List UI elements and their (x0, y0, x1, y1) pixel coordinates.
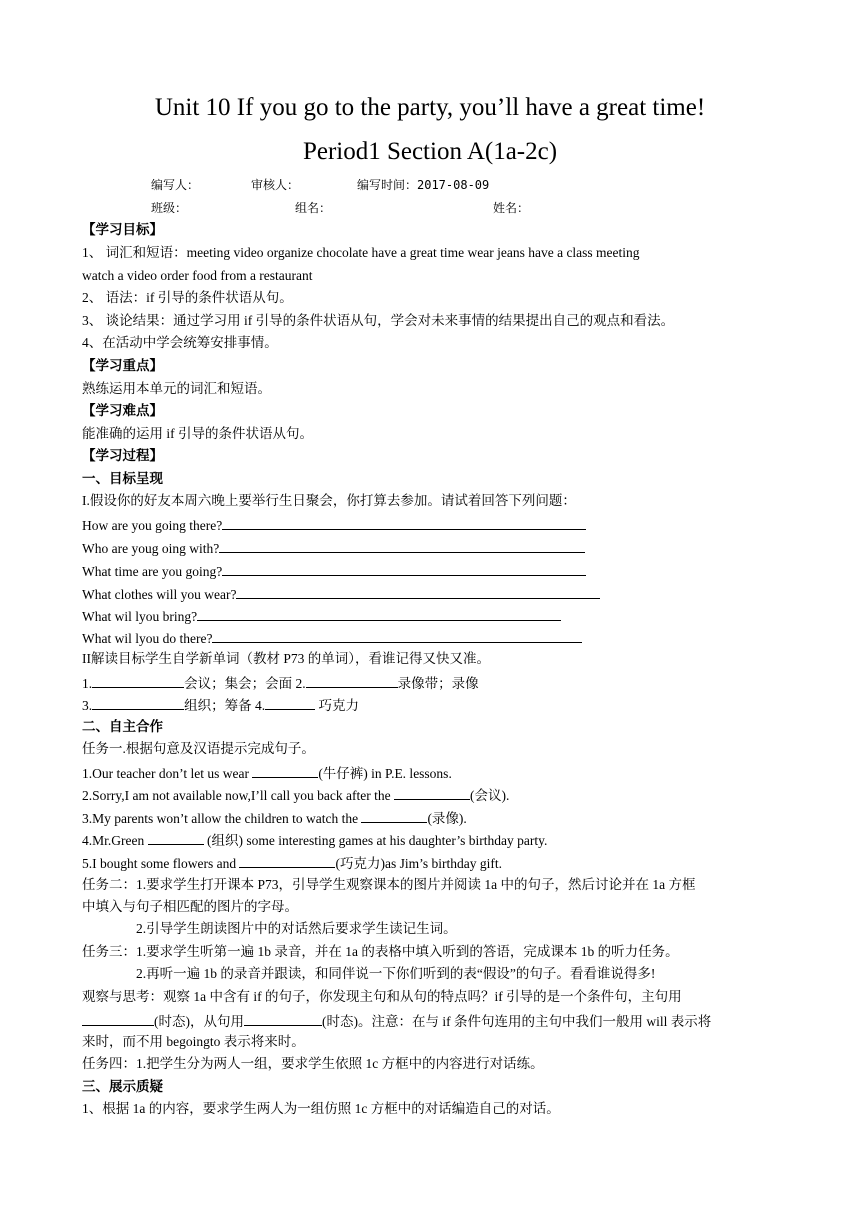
vocab-meaning: 录像带；录像 (397, 676, 479, 691)
task4-line: 任务四：1.把学生分为两人一组，要求学生依照 1c 方框中的内容进行对话练。 (82, 1056, 544, 1071)
vocab-blank[interactable] (306, 673, 398, 688)
vocab-blank[interactable] (265, 695, 315, 710)
observe-text: (时态)。注意：在与 if 条件句连用的主句中我们一般用 will 表示将 (322, 1014, 712, 1029)
question-text: What clothes will you wear? (82, 587, 237, 602)
vocab-meaning: 巧克力 (315, 698, 359, 713)
part1-intro: I.假设你的好友本周六晚上要举行生日聚会，你打算去参加。请试着回答下列问题： (82, 493, 576, 508)
difficulty-text: 能准确的运用 if 引导的条件状语从句。 (82, 426, 313, 441)
vocab-number: 3. (82, 698, 93, 713)
observe-line-3: 来时，而不用 begoingto 表示将来时。 (82, 1034, 305, 1049)
answer-blank[interactable] (212, 628, 582, 643)
sentence-text: (录像). (427, 811, 467, 826)
sentence-row (82, 763, 782, 783)
sentence-text: (牛仔裤) in P.E. lessons. (318, 766, 452, 781)
sentence-text: (组织) some interesting games at his daughter’s birthday party. (203, 833, 548, 848)
vocab-meaning: 组织；筹备 4. (184, 698, 266, 713)
objective-item-4: 4、在活动中学会统筹安排事情。 (82, 335, 278, 350)
sentence-text: (会议). (470, 788, 510, 803)
question-row (82, 584, 782, 604)
vocab-row-1 (82, 673, 782, 693)
document-subtitle: Period1 Section A(1a-2c) (302, 138, 558, 165)
process-heading: 【学习过程】 (82, 448, 163, 463)
show-line-1: 1、根据 1a 的内容，要求学生两人为一组仿照 1c 方框中的对话编造自己的对话。 (82, 1101, 560, 1116)
part1-heading: 一、目标呈现 (82, 471, 163, 486)
sentence-row (82, 785, 782, 805)
question-text: Who are youg oing with? (82, 541, 220, 556)
objective-item-1b: watch a video order food from a restaurant (82, 268, 313, 283)
question-row (82, 628, 782, 648)
vocab-meaning: 会议；集会；会面 2. (184, 676, 306, 691)
sentence-blank[interactable] (239, 853, 335, 868)
sentence-blank[interactable] (361, 808, 427, 823)
sentence-row (82, 853, 782, 873)
part2-heading: 二、自主合作 (82, 719, 163, 734)
objective-item-3: 3、 谈论结果：通过学习用 if 引导的条件状语从句，学会对未来事情的结果提出自己的观点和看法。 (82, 313, 675, 328)
vocab-blank[interactable] (92, 695, 184, 710)
objective-item-1a: 1、 词汇和短语：meeting video organize chocolate have a great time wear jeans have a class meeting (82, 245, 640, 260)
author-label: 编写人： (151, 178, 200, 192)
question-text: What time are you going? (82, 564, 223, 579)
sentence-row (82, 830, 782, 850)
group-label: 组名： (295, 201, 332, 215)
task2-line-2: 中填入与句子相匹配的图片的字母。 (82, 899, 298, 914)
name-label: 姓名： (493, 201, 530, 215)
question-row (82, 538, 782, 558)
sentence-text: 1.Our teacher don’t let us wear (82, 766, 253, 781)
answer-blank[interactable] (197, 606, 561, 621)
task2-line-3: 2.引导学生朗读图片中的对话然后要求学生读记生词。 (136, 921, 457, 936)
sentence-text: (巧克力)as Jim’s birthday gift. (335, 856, 502, 871)
question-text: What wil lyou bring? (82, 609, 198, 624)
answer-blank[interactable] (236, 584, 600, 599)
vocab-number: 1. (82, 676, 93, 691)
answer-blank[interactable] (219, 538, 585, 553)
sentence-blank[interactable] (148, 830, 204, 845)
sentence-text: 5.I bought some flowers and (82, 856, 240, 871)
focus-heading: 【学习重点】 (82, 358, 163, 373)
tense-blank[interactable] (82, 1011, 154, 1026)
task3-line-1: 任务三：1.要求学生听第一遍 1b 录音，并在 1a 的表格中填入听到的答语，完成课本 1b 的听力任务。 (82, 944, 679, 959)
objectives-heading: 【学习目标】 (82, 222, 163, 237)
observe-line-1: 观察与思考：观察 1a 中含有 if 的句子，你发现主句和从句的特点吗？if 引导的是一个条件句，主句用 (82, 989, 682, 1004)
part3-heading: 三、展示质疑 (82, 1079, 163, 1094)
answer-blank[interactable] (222, 561, 586, 576)
vocab-row-2 (82, 695, 782, 715)
sentence-text: 3.My parents won’t allow the children to watch the (82, 811, 362, 826)
question-row (82, 515, 782, 535)
reviewer-label: 审核人： (251, 178, 300, 192)
date-label: 编写时间：2017-08-09 (357, 178, 490, 192)
question-text: What wil lyou do there? (82, 631, 213, 646)
task3-line-2: 2.再听一遍 1b 的录音并跟读，和同伴说一下你们听到的表“假设”的句子。看看谁说得多! (136, 966, 656, 981)
observe-line-2 (82, 1011, 782, 1031)
sentence-row (82, 808, 782, 828)
sentence-blank[interactable] (252, 763, 318, 778)
class-label: 班级： (151, 201, 188, 215)
sentence-blank[interactable] (394, 785, 470, 800)
objective-item-2: 2、 语法：if 引导的条件状语从句。 (82, 290, 293, 305)
vocab-blank[interactable] (92, 673, 184, 688)
question-text: How are you going there? (82, 518, 223, 533)
difficulty-heading: 【学习难点】 (82, 403, 163, 418)
sentence-text: 4.Mr.Green (82, 833, 148, 848)
question-row (82, 561, 782, 581)
tense-blank[interactable] (244, 1011, 322, 1026)
document-title: Unit 10 If you go to the party, you’ll have a great time! (154, 94, 706, 121)
task2-line-1: 任务二：1.要求学生打开课本 P73，引导学生观察课本的图片并阅读 1a 中的句子，然后讨论并在 1a 方框 (82, 877, 696, 892)
task1-heading: 任务一.根据句意及汉语提示完成句子。 (82, 741, 315, 756)
sentence-text: 2.Sorry,I am not available now,I’ll call you back after the (82, 788, 395, 803)
vocab-intro: II解读目标学生自学新单词（教材 P73 的单词），看谁记得又快又准。 (82, 651, 490, 666)
observe-text: (时态)，从句用 (154, 1014, 244, 1029)
focus-text: 熟练运用本单元的词汇和短语。 (82, 381, 271, 396)
question-row (82, 606, 782, 626)
answer-blank[interactable] (222, 515, 586, 530)
